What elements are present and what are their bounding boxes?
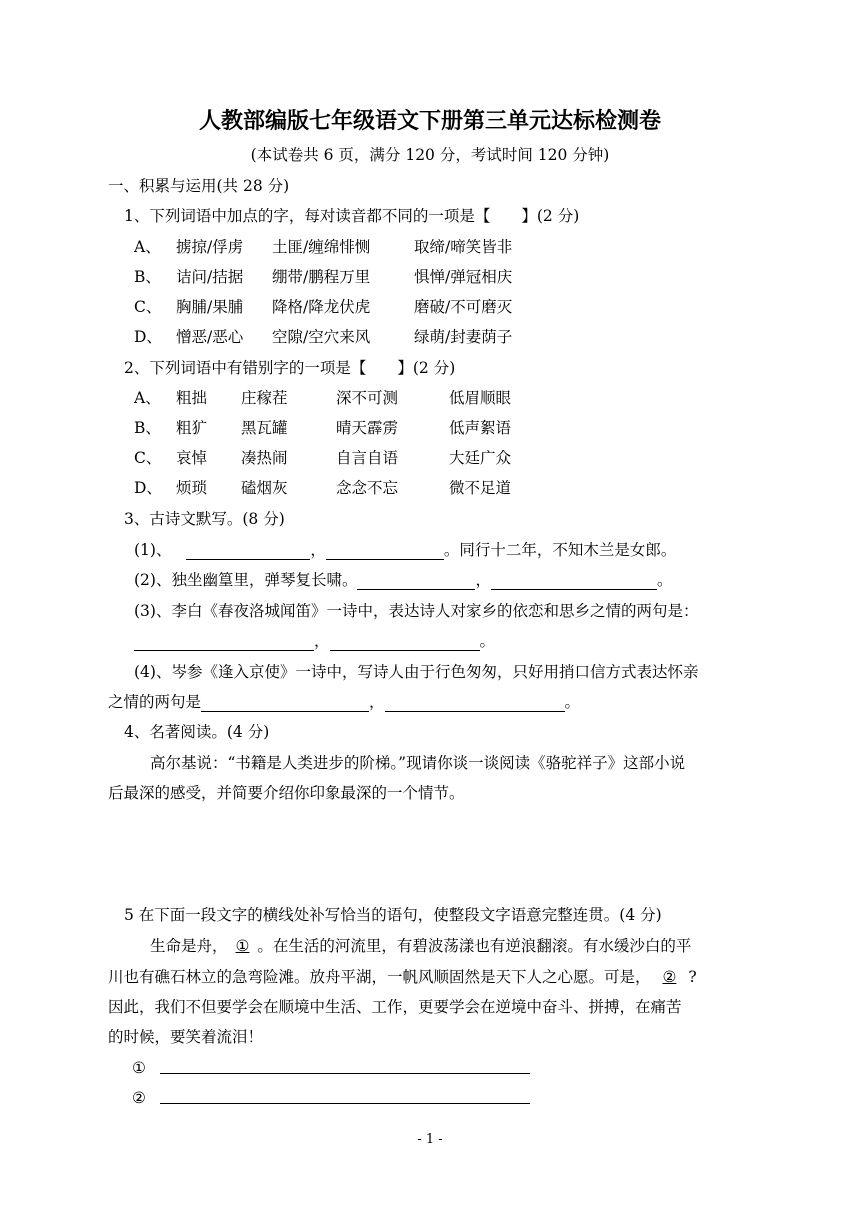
blank-marker-2: ② (662, 968, 677, 986)
answer-line-2[interactable] (160, 1103, 530, 1104)
answer-blank[interactable] (134, 634, 314, 651)
exam-info: (本试卷共 6 页，满分 120 分，考试时间 120 分钟) (250, 146, 610, 164)
question-3-part-2: (2)、独坐幽篁里，弹琴复长啸。 ， 。 (134, 571, 673, 589)
answer-blank[interactable] (330, 634, 480, 651)
question-1-option-a: A、 掳掠/俘虏 土匪/缠绵悱恻 取缔/啼笑皆非 (134, 238, 513, 256)
answer-blank[interactable] (201, 695, 369, 712)
question-5-stem: 5 在下面一段文字的横线处补写恰当的语句，使整段文字语意完整连贯。(4 分) (124, 906, 662, 924)
question-1-option-c: C、 胸脯/果脯 降格/降龙伏虎 磨破/不可磨灭 (134, 298, 513, 316)
question-3-stem: 3、古诗文默写。(8 分) (124, 510, 285, 528)
question-2-option-c: C、 哀悼 凑热闹 自言自语 大廷广众 (134, 449, 512, 467)
section-heading: 一、积累与运用(共 28 分) (108, 177, 290, 195)
page-title: 人教部编版七年级语文下册第三单元达标检测卷 (198, 108, 661, 134)
question-3-part-4-blanks: 之情的两句是 ， 。 (108, 693, 581, 711)
answer-label-2: ② (132, 1089, 146, 1107)
answer-blank[interactable] (491, 573, 657, 590)
question-1-option-d: D、 憎恶/恶心 空隙/空穴来风 绿萌/封妻荫子 (134, 328, 513, 346)
question-2-option-b: B、 粗犷 黑瓦罐 晴天霹雳 低声絮语 (134, 419, 512, 437)
question-2-option-d: D、 烦琐 磕烟灰 念念不忘 微不足道 (134, 479, 512, 497)
answer-blank[interactable] (385, 695, 565, 712)
question-4-stem: 4、名著阅读。(4 分) (124, 723, 270, 741)
question-4-text-line: 高尔基说：“书籍是人类进步的阶梯。”现请你谈一谈阅读《骆驼祥子》这部小说 (150, 754, 686, 772)
question-3-part-1: (1)、 ， 。同行十二年，不知木兰是女郎。 (134, 541, 677, 559)
question-5-text-line: 因此，我们不但要学会在顺境中生活、工作，更要学会在逆境中奋斗、拼搏，在痛苦 (108, 998, 682, 1016)
question-4-text-line: 后最深的感受，并简要介绍你印象最深的一个情节。 (108, 784, 465, 802)
answer-blank[interactable] (186, 543, 310, 560)
page-number: - 1 - (417, 1132, 443, 1147)
question-1-option-b: B、 诘问/拮据 绷带/鹏程万里 惧惮/弹冠相庆 (134, 268, 513, 286)
question-5-text-line: 的时候，要笑着流泪！ (108, 1028, 264, 1046)
question-1-stem: 1、下列词语中加点的字，每对读音都不同的一项是【 】(2 分) (124, 207, 580, 225)
question-2-option-a: A、 粗拙 庄稼茬 深不可测 低眉顺眼 (134, 389, 512, 407)
answer-blank[interactable] (326, 543, 444, 560)
answer-line-1[interactable] (160, 1073, 530, 1074)
answer-blank[interactable] (357, 573, 475, 590)
question-5-text-line: 生命是舟， ① 。在生活的河流里，有碧波荡漾也有逆浪翻滚。有水缓沙白的平 (150, 937, 692, 955)
question-2-stem: 2、下列词语中有错别字的一项是【 】(2 分) (124, 359, 456, 377)
question-3-part-4: (4)、岑参《逢入京使》一诗中，写诗人由于行色匆匆，只好用捎口信方式表达怀亲 (134, 663, 699, 681)
blank-marker-1: ① (235, 937, 250, 955)
answer-label-1: ① (132, 1059, 146, 1077)
question-3-part-3-blanks: ， 。 (134, 631, 495, 651)
question-5-text-line: 川也有礁石林立的急弯险滩。放舟平湖，一帆风顺固然是天下人之心愿。可是， ② ? (108, 968, 697, 986)
question-3-part-3: (3)、李白《春夜洛城闻笛》一诗中，表达诗人对家乡的依恋和思乡之情的两句是： (134, 602, 699, 620)
